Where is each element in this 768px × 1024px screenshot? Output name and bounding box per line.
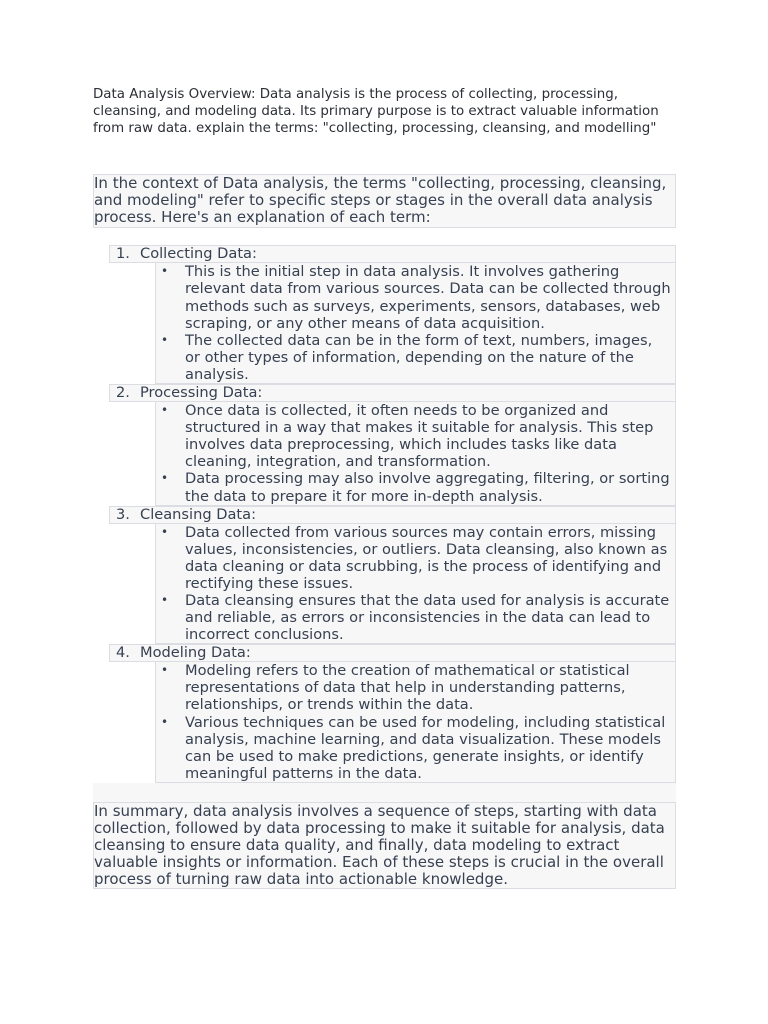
step-item: [109, 245, 676, 384]
bullet-item: [156, 470, 675, 504]
step-bullets: [155, 263, 676, 384]
bullet-item: [156, 714, 675, 782]
bullet-text: Data collected from various sources may contain errors, missing values, inconsistencies, or outliers. Data cleansing, also known as data cleaning or data scrubbing, is the process of identifying and rectifying these issues.: [185, 523, 668, 592]
step-number: 2.: [116, 384, 130, 402]
bullet-icon: •: [161, 663, 169, 678]
section-gap: [93, 783, 676, 802]
step-title: Collecting Data:: [140, 245, 257, 263]
bullet-text: Modeling refers to the creation of mathematical or statistical representations of data that help in understanding patterns, relationships, or trends within the data.: [185, 662, 630, 714]
step-bullets: [155, 402, 676, 506]
bullet-text: Data processing may also involve aggregating, filtering, or sorting the data to prepare it for more in-depth analysis.: [185, 470, 670, 505]
bullet-icon: •: [161, 524, 169, 539]
step-item: [109, 506, 676, 645]
bullet-item: [156, 263, 675, 331]
answer-intro: In the context of Data analysis, the terms "collecting, processing, cleansing, and modeling" refer to specific steps or stages in the overall data analysis process. Here's an explanation of each term:: [93, 174, 676, 228]
bullet-icon: •: [161, 264, 169, 279]
bullet-item: [156, 402, 675, 470]
step-number: 3.: [116, 505, 130, 523]
step-number: 4.: [116, 644, 130, 662]
bullet-item: [156, 662, 675, 713]
bullet-icon: •: [161, 714, 169, 729]
bullet-item: [156, 524, 675, 592]
bullet-item: [156, 332, 675, 383]
document-page: [93, 87, 676, 889]
step-title: Processing Data:: [140, 384, 263, 402]
step-bullets: [155, 524, 676, 645]
answer-summary: In summary, data analysis involves a sequence of steps, starting with data collection, followed by data processing to make it suitable for analysis, data cleansing to ensure data quality, and finally, data modeling to extract valuable insights or information. Each of these steps is crucial in the overall process of turning raw data into actionable knowledge.: [93, 802, 676, 889]
question-text: Data Analysis Overview: Data analysis is the process of collecting, processing, cleansing, and modeling data. Its primary purpose is to extract valuable information from raw data. explain the terms: "collecting, processing, cleansing, and modelling": [93, 87, 659, 136]
step-item: [109, 384, 676, 506]
step-heading: [109, 384, 676, 402]
bullet-text: Various techniques can be used for modeling, including statistical analysis, machine learning, and data visualization. These models can be used to make predictions, generate insights, or identify meaningful patterns in the data.: [185, 713, 666, 782]
bullet-icon: •: [161, 471, 169, 486]
bullet-icon: •: [161, 592, 169, 607]
answer: [93, 174, 676, 889]
bullet-text: This is the initial step in data analysis. It involves gathering relevant data from various sources. Data can be collected through methods such as surveys, experiments, sensors, databases, web scraping, or any other means of data acquisition.: [185, 263, 671, 332]
bullet-text: The collected data can be in the form of text, numbers, images, or other types of information, depending on the nature of the analysis.: [185, 331, 653, 383]
step-number: 1.: [116, 245, 130, 263]
bullet-icon: •: [161, 332, 169, 347]
step-item: [109, 644, 676, 783]
bullet-item: [156, 592, 675, 643]
step-title: Modeling Data:: [140, 644, 251, 662]
step-heading: [109, 506, 676, 524]
steps-list: [109, 245, 676, 783]
bullet-text: Once data is collected, it often needs to be organized and structured in a way that makes it suitable for analysis. This step involves data preprocessing, which includes tasks like data cleaning, integration, and transformation.: [185, 402, 654, 471]
step-bullets: [155, 662, 676, 783]
bullet-text: Data cleansing ensures that the data used for analysis is accurate and reliable, as errors or inconsistencies in the data can lead to incorrect conclusions.: [185, 591, 670, 644]
step-heading: [109, 644, 676, 662]
step-heading: [109, 245, 676, 263]
step-title: Cleansing Data:: [140, 505, 256, 523]
bullet-icon: •: [161, 403, 169, 418]
